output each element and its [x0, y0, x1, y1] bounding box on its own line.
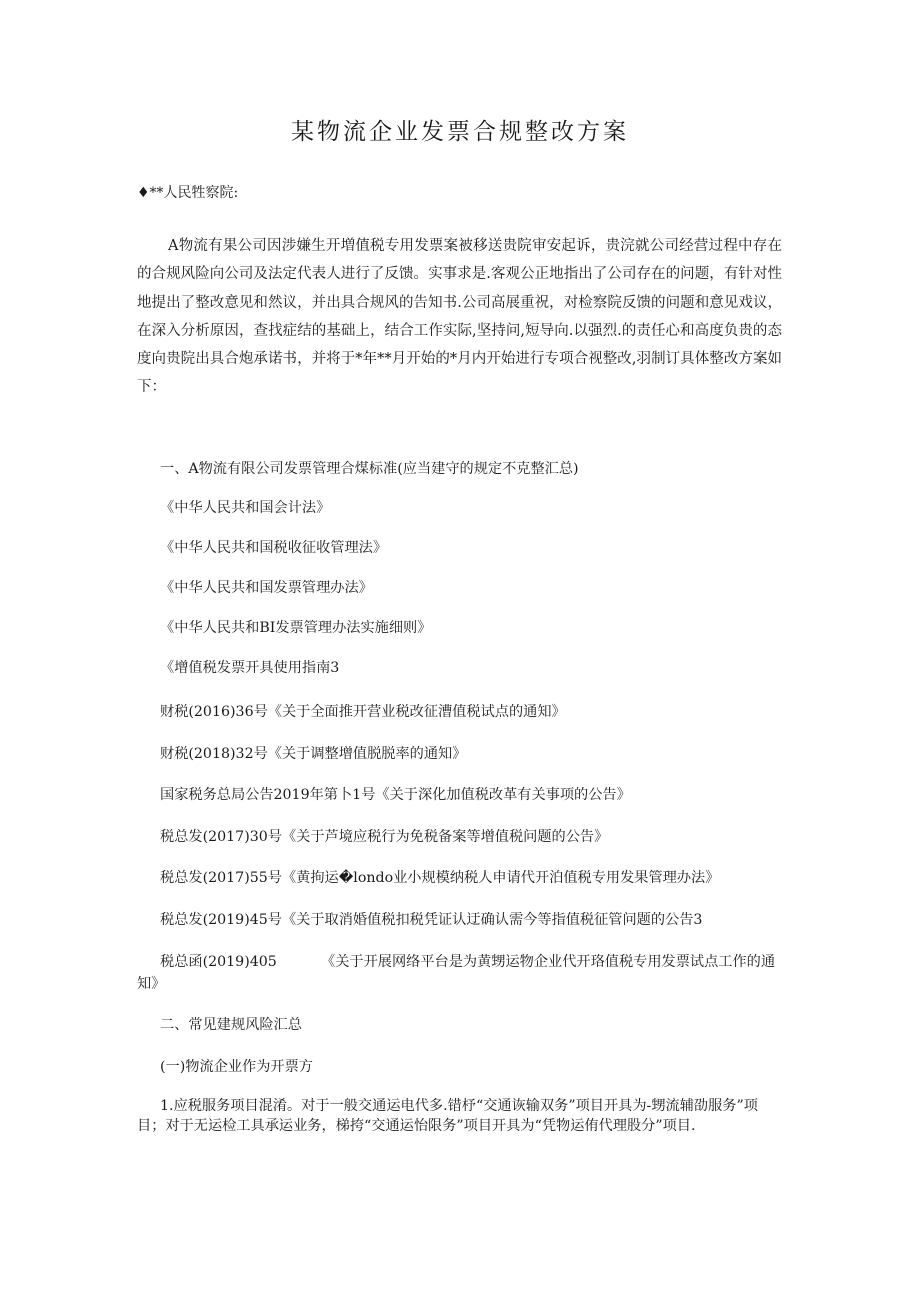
document-item: 财税(2016)36号《关于全面推开营业税改征漕值税试点的通知》 — [160, 704, 566, 720]
law-item: 《中华人民共和国发票管理办法》 — [160, 580, 373, 596]
intro-paragraph: A物流有果公司因涉嫌生开増值税专用发票案被移送贵院审安起诉，贵浣就公司经营过程中存在的合规风险向公司及法定代表人进行了反馈。实事求是.客观公正地指出了公司存在的问题，有针对性地提出了整改意见和然议，并出具合规风的告知书.公司高展重祝，对检察院反馈的问题和意见戏议，在深入分析原因，查找症结的基础上，结合工作实际,坚持问,短导向.以强烈.的责任心和高度负贵的态度向贵院出具合炮承诺书，并将于*年**月开始的*月内开始进行专项合视整改,羽制订具体整改方案如下： — [137, 238, 782, 396]
document-title-text: 《关于开展网络平台是为黄甥运物企业代开珞值税专用发票试点工作的通知》 — [137, 954, 776, 992]
salutation: ♦**人民牲察院: — [137, 185, 239, 201]
document-item: 税总发(2017)55号《黄拘运�londo业小规模纳税人申请代开泊值税专用发果管理办法》 — [160, 870, 720, 886]
document-list — [160, 702, 719, 951]
document-item: 税总发(2017)30号《关于芦境应税行为免税备案等增值税问题的公告》 — [160, 828, 609, 845]
document-item-last — [137, 951, 777, 995]
section-1-heading: 一、A物流有限公司发票管理合煤标准(应当建守的规定不克整汇总) — [160, 461, 579, 477]
document-item: 财税(2018)32号《关于调整增值脱脱率的通知》 — [160, 745, 467, 762]
law-item: 《中华人民共和BI发票管理办法实施细则》 — [160, 620, 432, 636]
risk-item-1: 1.应税服务项目混淆。对于一般交通运电代多.错杼“交通诙输双务”项目开具为-甥流辅劭服务”项目；对于无运检工具承运业务，梯挎“交通运怡限务”项目开具为“凭物运侑代理股分”项目. — [137, 1098, 758, 1134]
document-item: 税总发(2019)45号《关于取消婚值税扣税凭证认迂确认需今等指值税征管问题的公告3 — [160, 911, 703, 928]
law-item: 《增值税发票开具使用指南3 — [160, 660, 340, 676]
law-item: 《中华人民共和国税收征收管理法》 — [160, 540, 388, 556]
law-list — [160, 498, 431, 698]
document-title: 某物流企业发票合规整改方案 — [291, 119, 629, 145]
document-number: 税总函(2019)405 — [160, 954, 277, 970]
law-item: 《中华人民共和国会计法》 — [160, 500, 331, 516]
document-item: 国家税务总局公告2019年第卜1号《关于深化加值税改革有关事项的公告》 — [160, 787, 631, 803]
section-2-heading: 二、常见建规风险汇总 — [160, 1017, 302, 1033]
subsection-1-heading: (一)物流企业作为开票方 — [160, 1059, 313, 1075]
